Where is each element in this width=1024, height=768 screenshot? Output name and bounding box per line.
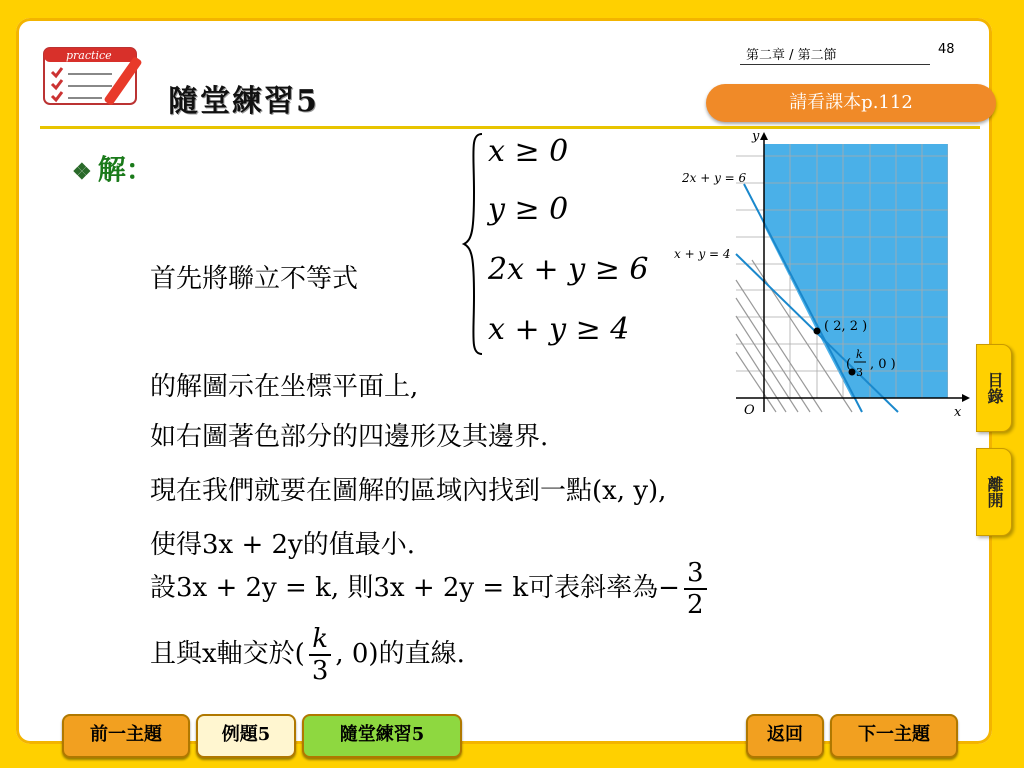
svg-text:( 2, 2 ): ( 2, 2 ) [824, 319, 868, 334]
solution-line-6: 且與x軸交於( $\frac{k}{3}$ , 0)的直線. [150, 624, 465, 686]
svg-text:x: x [954, 405, 962, 420]
practice-button[interactable]: 隨堂練習5 [302, 714, 462, 758]
diamond-bullet-icon: ❖ [72, 159, 92, 185]
textbook-reference[interactable]: 請看課本p.112 [706, 84, 996, 122]
next-topic-button[interactable]: 下一主題 [830, 714, 958, 758]
solution-line-1: 的解圖示在坐標平面上, [150, 372, 419, 402]
inequality-3: 2x + y ≥ 6 [488, 252, 649, 287]
contents-tab[interactable]: 目錄 [976, 344, 1012, 432]
intercept-fraction: $\frac{k}{3}$ [309, 624, 332, 686]
header-divider [40, 126, 980, 129]
svg-text:(: ( [846, 357, 852, 372]
inequality-1: x ≥ 0 [488, 134, 569, 169]
prev-topic-button[interactable]: 前一主題 [62, 714, 190, 758]
header-rule [740, 64, 930, 65]
page-title: 隨堂練習5 [168, 84, 319, 119]
practice-logo-icon [38, 38, 158, 110]
svg-text:2x + y = 6: 2x + y = 6 [682, 171, 747, 185]
back-button[interactable]: 返回 [746, 714, 824, 758]
svg-text:practice: practice [66, 49, 112, 62]
left-brace-icon [462, 132, 486, 356]
vertex-point-2-2 [814, 328, 821, 335]
exit-tab[interactable]: 離開 [976, 448, 1012, 536]
chapter-label: 第二章 / 第二節 [746, 48, 837, 63]
svg-text:3: 3 [856, 366, 863, 379]
solution-line-5: 設3x + 2y = k, 則3x + 2y = k可表斜率為− $\frac{3}{2}$ [150, 558, 711, 620]
svg-text:, 0 ): , 0 ) [870, 357, 896, 372]
inequality-4: x + y ≥ 4 [488, 312, 630, 347]
solution-label: ❖ 解： [72, 153, 154, 186]
feasible-region-graph [672, 129, 972, 420]
svg-text:k: k [856, 348, 863, 361]
example-button[interactable]: 例題5 [196, 714, 296, 758]
solution-line-3: 現在我們就要在圖解的區域內找到一點(x, y), [150, 476, 667, 506]
inequality-2: y ≥ 0 [488, 192, 569, 227]
svg-text:x + y = 4: x + y = 4 [674, 247, 731, 261]
solution-line-2: 如右圖著色部分的四邊形及其邊界. [150, 422, 549, 452]
slope-fraction: $\frac{3}{2}$ [684, 558, 707, 620]
svg-text:O: O [744, 403, 755, 418]
solution-line-4: 使得3x + 2y的值最小. [150, 530, 416, 560]
page-number: 48 [938, 42, 955, 57]
intro-text: 首先將聯立不等式 [150, 264, 359, 294]
svg-text:y: y [752, 129, 760, 144]
